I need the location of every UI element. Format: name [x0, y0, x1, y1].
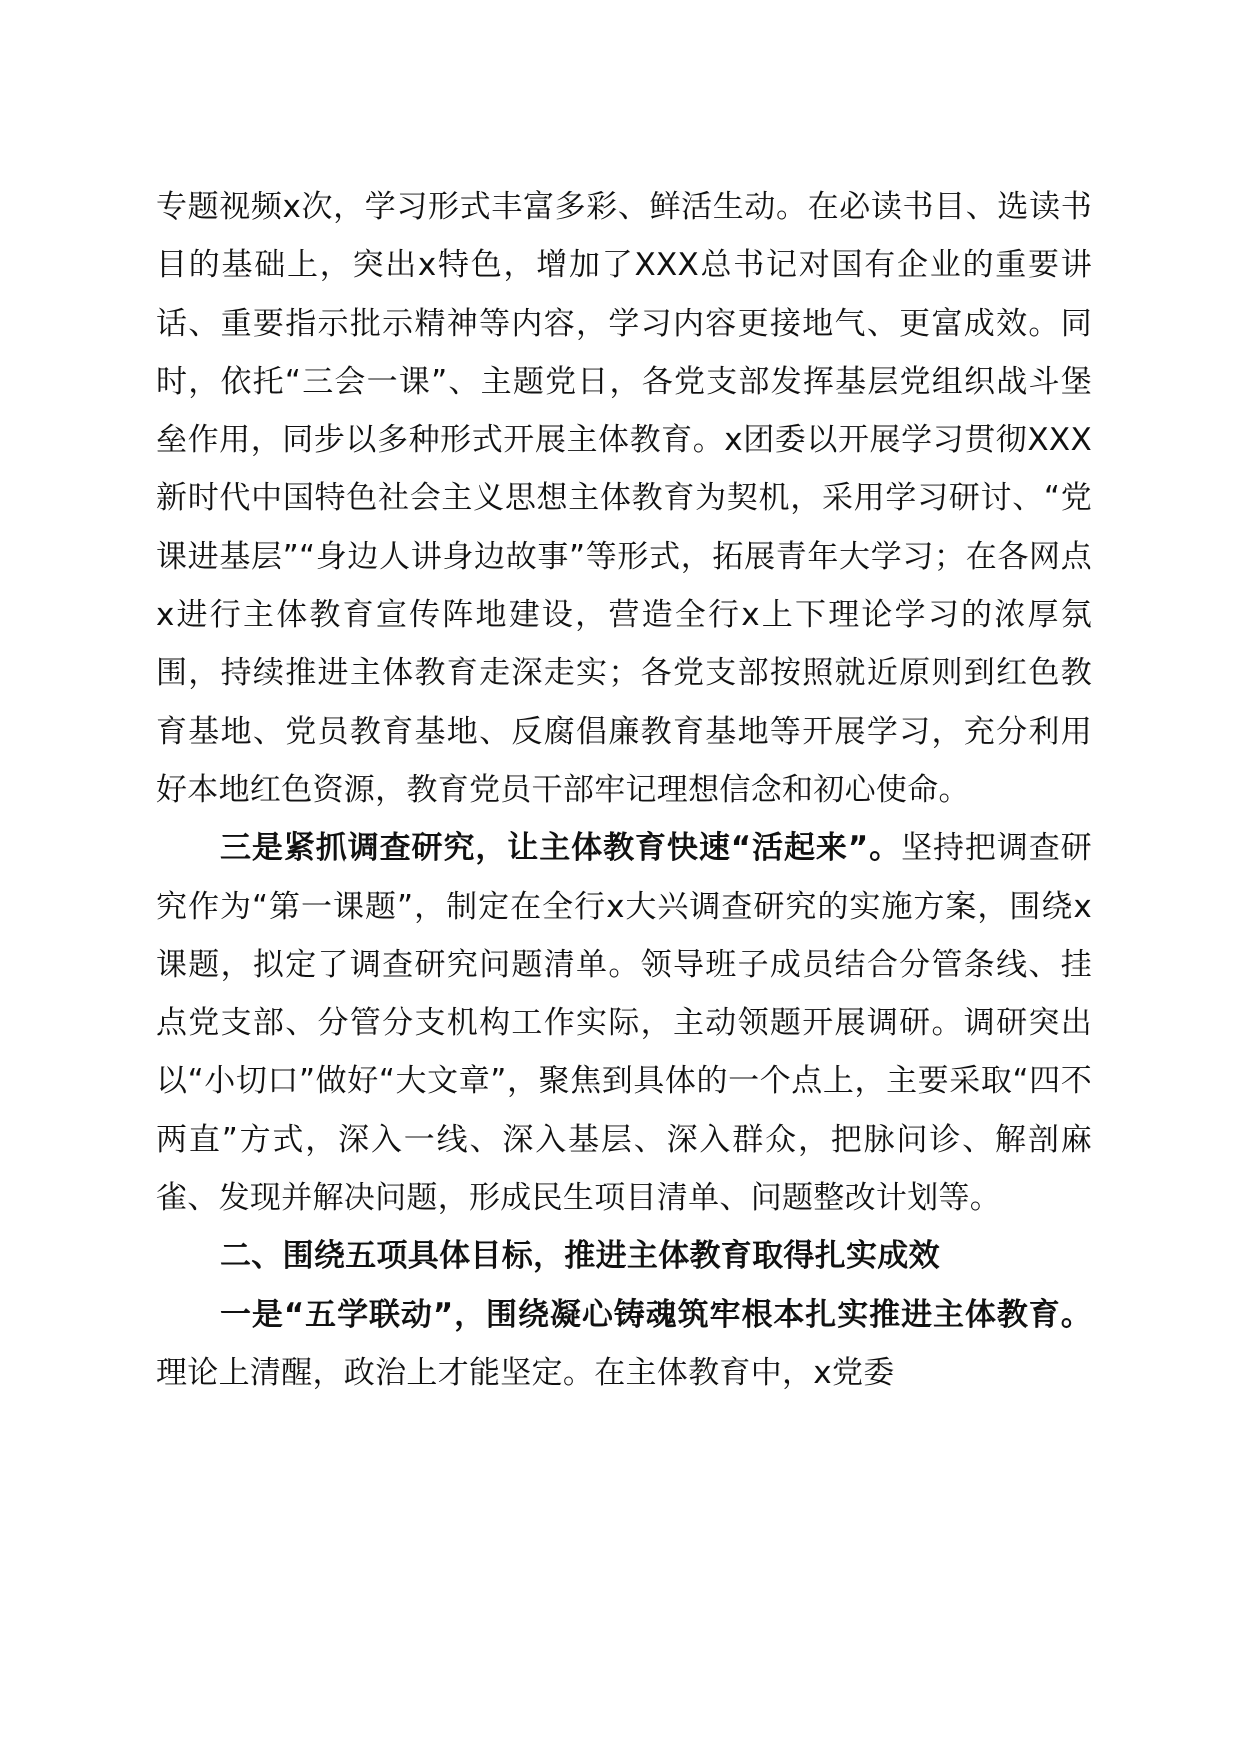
paragraph-body: 理论上清醒，政治上才能坚定。在主体教育中，x党委 — [156, 1354, 895, 1391]
paragraph-lead-bold: 三是紧抓调查研究，让主体教育快速“活起来”。 — [220, 830, 902, 867]
paragraph-continuation: 专题视频x次，学习形式丰富多彩、鲜活生动。在必读书目、选读书目的基础上，突出x特色，增加了XXX总书记对国有企业的重要讲话、重要指示批示精神等内容，学习内容更接地气、更富成效。同时，依托“三会一课”、主题党日，各党支部发挥基层党组织战斗堡垒作用，同步以多种形式开展主体教育。x团委以开展学习贯彻XXX新时代中国特色社会主义思想主体教育为契机，采用学习研讨、“党课进基层”“身边人讲身边故事”等形式，拓展青年大学习；在各网点x进行主体教育宣传阵地建设，营造全行x上下理论学习的浓厚氛围，持续推进主体教育走深走实；各党支部按照就近原则到红色教育基地、党员教育基地、反腐倡廉教育基地等开展学习，充分利用好本地红色资源，教育党员干部牢记理想信念和初心使命。 — [156, 189, 1092, 808]
paragraph-five-study — [156, 1286, 1092, 1403]
paragraph-body: 坚持把调查研究作为“第一课题”，制定在全行x大兴调查研究的实施方案，围绕x课题，拟定了调查研究问题清单。领导班子成员结合分管条线、挂点党支部、分管分支机构工作实际，主动领题开展调研。调研突出以“小切口”做好“大文章”，聚焦到具体的一个点上，主要采取“四不两直”方式，深入一线、深入基层、深入群众，把脉问诊、解剖麻雀、发现并解决问题，形成民生项目清单、问题整改计划等。 — [156, 830, 1092, 1217]
paragraph-lead-bold: 一是“五学联动”，围绕凝心铸魂筑牢根本扎实推进主体教育。 — [220, 1296, 1092, 1333]
paragraph-research — [156, 819, 1092, 1227]
section-heading: 二、围绕五项具体目标，推进主体教育取得扎实成效 — [220, 1238, 940, 1275]
document-body — [156, 178, 1092, 1402]
